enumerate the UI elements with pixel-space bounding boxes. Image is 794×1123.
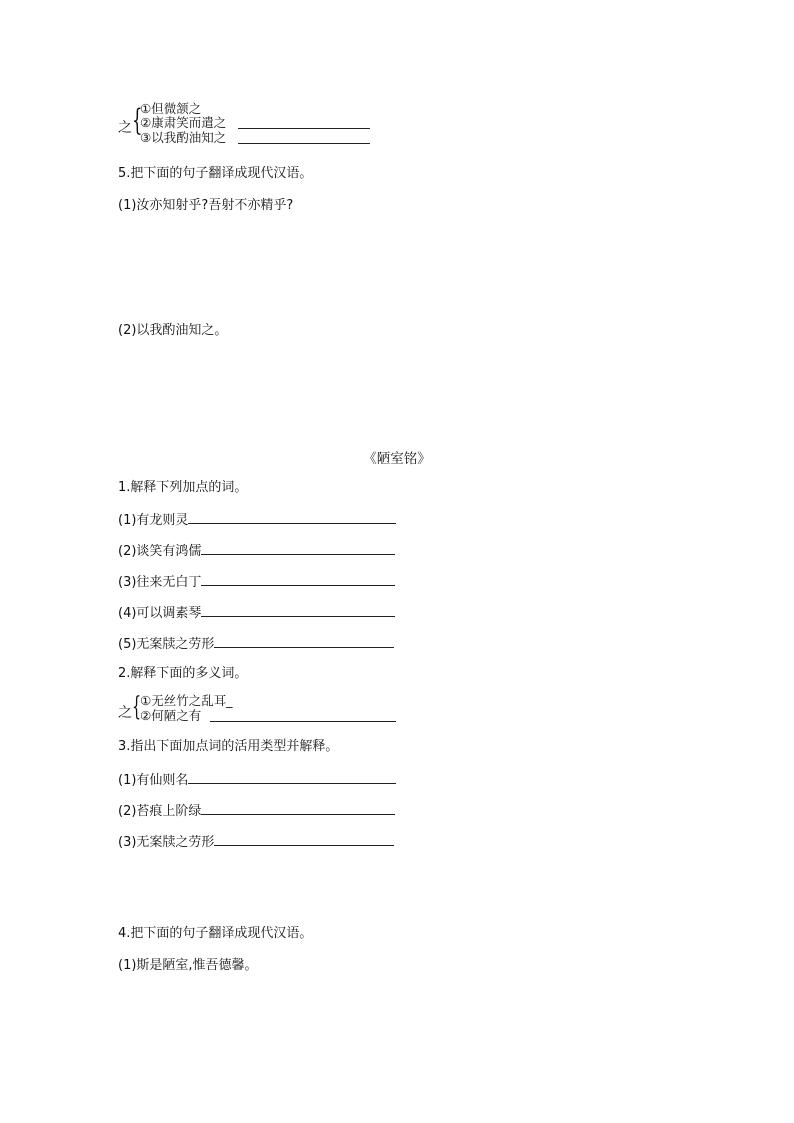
list-item [118, 833, 394, 850]
item-label: (4)可以调素琴 [118, 606, 202, 621]
option-3: ③以我酌油知之 [140, 130, 227, 145]
brace-icon: { [132, 692, 142, 722]
list-item [118, 573, 395, 590]
answer-blank[interactable] [188, 511, 396, 524]
brace-icon: { [132, 103, 143, 138]
option-2: ②康肃笑而遣之 [140, 115, 227, 130]
list-item [118, 771, 396, 788]
polysemy-head: 之 [118, 120, 132, 136]
list-item [118, 511, 396, 528]
list-item [118, 802, 395, 819]
option-1: ①但微颔之 [140, 101, 202, 116]
answer-blank[interactable] [188, 771, 396, 784]
section-title: 《陋室铭》 [363, 451, 431, 467]
answer-blank[interactable] [238, 116, 370, 129]
answer-blank[interactable] [238, 131, 370, 144]
answer-blank[interactable] [201, 604, 395, 617]
option-2: ②何陋之有 [140, 708, 202, 723]
list-item [118, 542, 395, 559]
item-label: (1)有龙则灵 [118, 513, 189, 528]
answer-blank[interactable] [201, 802, 395, 815]
answer-blank[interactable] [201, 542, 395, 555]
item-label: (3)往来无白丁 [118, 575, 202, 590]
question-4-label: 4.把下面的句子翻译成现代汉语。 [118, 926, 313, 941]
item-label: (2)苔痕上阶绿 [118, 804, 202, 819]
polysemy-head: 之 [118, 705, 132, 721]
answer-blank[interactable] [210, 709, 396, 722]
question-3-label: 3.指出下面加点词的活用类型并解释。 [118, 739, 339, 754]
answer-blank[interactable] [214, 833, 394, 846]
list-item [118, 604, 395, 621]
question-5-label: 5.把下面的句子翻译成现代汉语。 [118, 166, 313, 181]
item-label: (3)无案牍之劳形 [118, 835, 215, 850]
option-1: ①无丝竹之乱耳_ [140, 693, 233, 708]
sentence-1: (1)斯是陋室,惟吾德馨。 [118, 958, 258, 973]
item-label: (1)有仙则名 [118, 773, 189, 788]
list-item [118, 635, 394, 652]
question-1-label: 1.解释下列加点的词。 [118, 480, 248, 495]
answer-blank[interactable] [201, 573, 395, 586]
sentence-1: (1)汝亦知射乎?吾射不亦精乎? [118, 198, 294, 213]
item-label: (5)无案牍之劳形 [118, 637, 215, 652]
item-label: (2)谈笑有鸿儒 [118, 544, 202, 559]
sentence-2: (2)以我酌油知之。 [118, 323, 228, 338]
question-2-label: 2.解释下面的多义词。 [118, 666, 248, 681]
answer-blank[interactable] [214, 635, 394, 648]
